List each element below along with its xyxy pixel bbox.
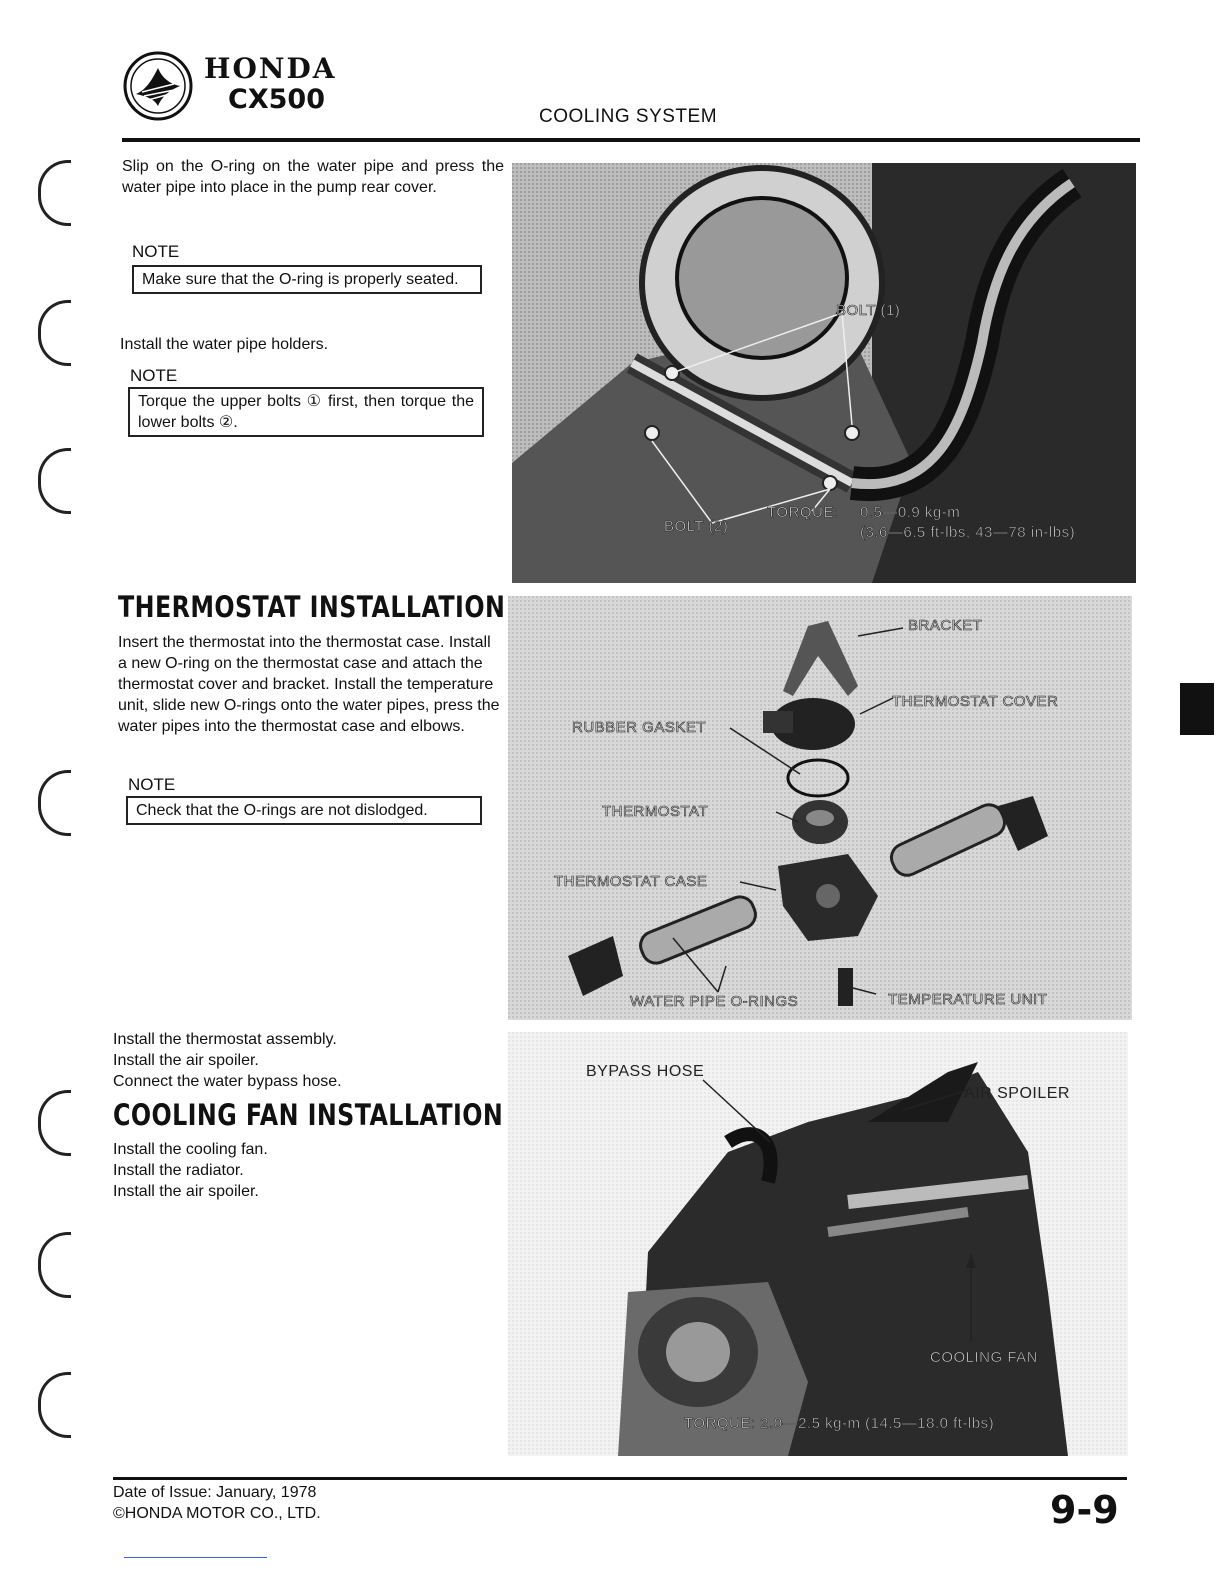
note-box: Make sure that the O-ring is properly seated. — [132, 265, 482, 294]
note-label: NOTE — [130, 366, 178, 385]
label-cooling-fan: COOLING FAN — [930, 1349, 1039, 1366]
model-name: CX500 — [228, 84, 325, 115]
section-tab-marker — [1180, 683, 1214, 735]
label-thermostat-case: THERMOSTAT CASE — [554, 873, 708, 890]
footer-rule — [113, 1477, 1127, 1480]
label-bolt-1: BOLT (1) — [836, 302, 901, 319]
label-thermostat: THERMOSTAT — [602, 803, 709, 820]
thermostat-heading: THERMOSTAT INSTALLATION — [118, 590, 506, 624]
binder-hole — [38, 1372, 71, 1438]
assembly-step: Connect the water bypass hose. — [113, 1073, 342, 1090]
binder-hole — [38, 770, 71, 836]
pipe-holders-text: Install the water pipe holders. — [120, 336, 329, 353]
fan-step: Install the cooling fan. — [113, 1141, 268, 1158]
copyright: ©HONDA MOTOR CO., LTD. — [113, 1505, 321, 1522]
label-air-spoiler: AIR SPOILER — [964, 1085, 1070, 1102]
note-label: NOTE — [128, 775, 176, 794]
label-torque-conversion: (3.6—6.5 ft-lbs, 43—78 in-lbs) — [860, 524, 1076, 541]
binder-hole — [38, 1090, 71, 1156]
scan-artifact-line — [124, 1557, 267, 1558]
label-rubber-gasket: RUBBER GASKET — [572, 719, 707, 736]
assembly-steps — [113, 1029, 503, 1092]
binder-hole — [38, 448, 71, 514]
binder-hole — [38, 160, 71, 226]
note-box: Torque the upper bolts ① first, then torque the lower bolts ②. — [128, 387, 484, 437]
brand-name: HONDA — [204, 52, 337, 85]
page-number: 9-9 — [1050, 1488, 1119, 1532]
label-thermostat-cover: THERMOSTAT COVER — [892, 693, 1059, 710]
label-water-pipe-orings: WATER PIPE O-RINGS — [630, 993, 799, 1010]
label-bolt-2: BOLT (2) — [664, 518, 729, 535]
honda-wing-logo — [122, 50, 194, 122]
pipe-intro: Slip on the O-ring on the water pipe and press the water pipe into place in the pump rear cover. — [122, 158, 504, 196]
label-bracket: BRACKET — [908, 617, 983, 634]
issue-date: Date of Issue: January, 1978 — [113, 1484, 317, 1501]
fan-step: Install the air spoiler. — [113, 1183, 259, 1200]
assembly-step: Install the thermostat assembly. — [113, 1031, 337, 1048]
water-pipe-photo — [512, 163, 1136, 583]
section-title: COOLING SYSTEM — [539, 106, 718, 127]
note-box: Check that the O-rings are not dislodged. — [126, 796, 482, 825]
label-bypass-hose: BYPASS HOSE — [586, 1063, 705, 1080]
thermostat-body: Insert the thermostat into the thermostat case. Install a new O-ring on the thermostat case and attach the thermostat cover and bracket. Install the temperature unit, slide new O-rings onto the water pipes, press the water pipes into the thermostat case and elbows. — [118, 634, 500, 735]
fan-heading: COOLING FAN INSTALLATION — [113, 1098, 504, 1132]
label-torque: TORQUE: — [767, 504, 839, 521]
thermostat-exploded-photo — [508, 596, 1132, 1020]
cooling-fan-photo — [508, 1032, 1128, 1456]
fan-steps — [113, 1139, 503, 1202]
label-torque-value: 0.5—0.9 kg-m — [860, 504, 961, 521]
header-rule — [122, 138, 1140, 142]
binder-hole — [38, 1232, 71, 1298]
binder-hole — [38, 300, 71, 366]
note-label: NOTE — [132, 242, 180, 261]
label-temperature-unit: TEMPERATURE UNIT — [888, 991, 1048, 1008]
label-fan-torque: TORQUE: 2.0—2.5 kg-m (14.5—18.0 ft-lbs) — [684, 1415, 995, 1432]
fan-step: Install the radiator. — [113, 1162, 244, 1179]
assembly-step: Install the air spoiler. — [113, 1052, 259, 1069]
